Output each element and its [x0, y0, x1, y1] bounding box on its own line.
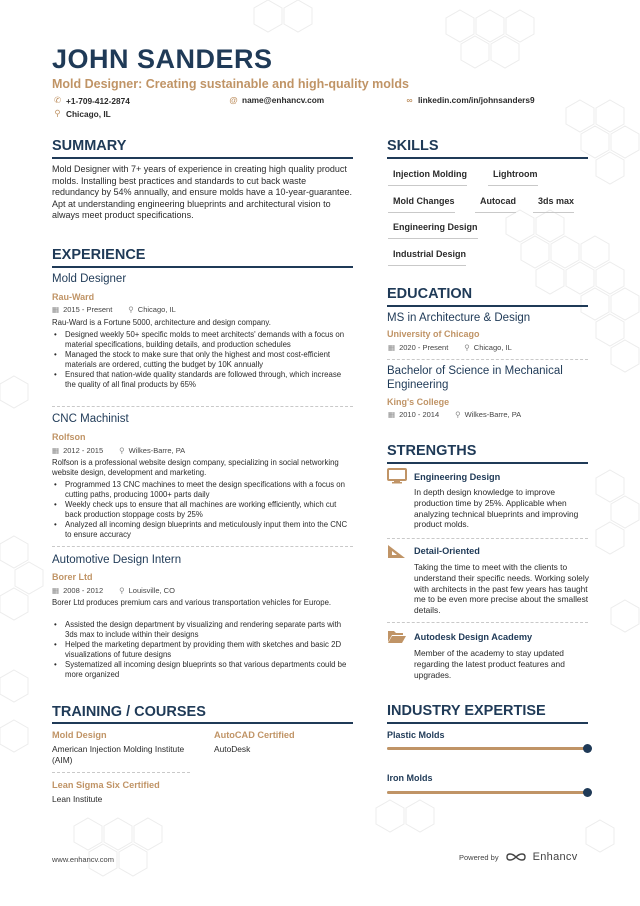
- company-name: Rolfson: [52, 432, 86, 442]
- summary-divider: [52, 157, 353, 159]
- education-divider: [387, 305, 588, 307]
- education-meta: [388, 343, 512, 352]
- expertise-bar-knob: [583, 788, 592, 797]
- training-divider: [52, 722, 353, 724]
- skill-tag: Industrial Design: [388, 248, 466, 266]
- enhancv-logo-icon: [505, 851, 527, 863]
- company-description: Borer Ltd produces premium cars and various transportation vehicles for Europe.: [52, 598, 332, 607]
- list-item: • Assisted the design department by visualizing and rendering separate parts with 3ds max to include within their designs: [52, 620, 353, 640]
- strengths-section-title: STRENGTHS: [387, 443, 477, 459]
- phone-icon: ✆: [53, 95, 62, 105]
- skill-tag: Injection Molding: [388, 168, 467, 186]
- job-dates: 2015 - Present: [63, 305, 113, 314]
- footer-branding: [459, 851, 578, 863]
- location-text: Chicago, IL: [66, 108, 111, 119]
- education-separator: [387, 359, 588, 360]
- industry-section-title: INDUSTRY EXPERTISE: [387, 703, 546, 719]
- strength-title: Detail-Oriented: [414, 546, 480, 556]
- training-description: American Injection Molding Institute (AIM): [52, 744, 185, 765]
- skill-tag: 3ds max: [533, 195, 574, 213]
- strength-separator: [387, 622, 588, 623]
- strength-title: Engineering Design: [414, 472, 501, 482]
- degree-title: Bachelor of Science in Mechanical Engineering: [387, 365, 563, 391]
- location-contact: [53, 108, 111, 119]
- industry-divider: [387, 722, 588, 724]
- strength-description: In depth design knowledge to improve production time by 25%. Applicable when analyzing technical blueprints and improving product molds.: [414, 487, 579, 530]
- list-item: • Ensured that nation-wide quality standards are followed through, which increase the quality of all final products by 65%: [52, 370, 353, 390]
- job-separator: [52, 406, 353, 407]
- list-item: • Analyzed all incoming design blueprints and meticulously input them into the CNC to ensure accuracy: [52, 520, 353, 540]
- phone-contact[interactable]: [53, 95, 130, 106]
- skill-tag: Mold Changes: [388, 195, 455, 213]
- training-title: AutoCAD Certified: [214, 730, 295, 740]
- location-pin-icon: ⚲: [119, 586, 125, 595]
- location-pin-icon: ⚲: [119, 446, 125, 455]
- job-location: Wilkes-Barre, PA: [128, 446, 186, 455]
- candidate-name: JOHN SANDERS: [52, 44, 273, 74]
- linkedin-text: linkedin.com/in/johnsanders9: [418, 95, 535, 105]
- calendar-icon: ▦: [52, 586, 60, 595]
- job-bullets: [52, 330, 353, 390]
- calendar-icon: ▦: [52, 305, 60, 314]
- strength-description: Taking the time to meet with the clients to understand their specific needs. Working solely with architects in the past few years has taught me to be even more precise about the smallest details.: [414, 562, 589, 616]
- expertise-label: Iron Molds: [387, 773, 433, 783]
- training-separator: [52, 772, 190, 773]
- list-item: • Managed the stock to make sure that only the highest and most cost-efficient materials are ordered, cutting the budget by 10K annually: [52, 350, 353, 370]
- training-description: Lean Institute: [52, 794, 103, 804]
- education-meta: [388, 410, 521, 419]
- strength-separator: [387, 538, 588, 539]
- training-description: AutoDesk: [214, 744, 251, 754]
- training-section-title: TRAINING / COURSES: [52, 704, 206, 720]
- degree-title: MS in Architecture & Design: [387, 312, 531, 324]
- list-item: • Programmed 13 CNC machines to meet the design specifications with a focus on cutting paths, producing 1000+ parts daily: [52, 480, 353, 500]
- school-name: University of Chicago: [387, 329, 480, 339]
- list-item: • Helped the marketing department by providing them with sketches and basic 2D visualizations of future designs: [52, 640, 353, 660]
- link-icon: ∞: [406, 95, 413, 105]
- list-item: • Designed weekly 50+ specific molds to meet architects' demands with a focus on material specifications, building details, and production schedules: [52, 330, 353, 350]
- set-square-icon: [387, 543, 407, 559]
- location-pin-icon: ⚲: [54, 108, 61, 118]
- expertise-bar: [387, 791, 588, 794]
- education-location: Chicago, IL: [473, 343, 512, 352]
- job-dates: 2012 - 2015: [63, 446, 104, 455]
- training-title: Lean Sigma Six Certified: [52, 780, 160, 790]
- enhancv-brand-name: Enhancv: [532, 851, 578, 863]
- job-bullets: [52, 620, 353, 680]
- school-name: King's College: [387, 397, 450, 407]
- list-item: • Weekly check ups to ensure that all machines are working efficiently, which cut back production stoppage costs by 25%: [52, 500, 353, 520]
- skill-tag: Engineering Design: [388, 221, 478, 239]
- job-bullets: [52, 480, 353, 540]
- education-location: Wilkes-Barre, PA: [464, 410, 522, 419]
- at-icon: @: [229, 95, 238, 105]
- calendar-icon: ▦: [52, 446, 60, 455]
- skill-tag: Autocad: [475, 195, 516, 213]
- summary-text: Mold Designer with 7+ years of experience in creating high quality product molds. Installing best practices and standards to cut back waste redundancy by 54% annually, and ensure molds have a 10-year-guarantee. Apt at understanding engineering blueprints and architectural vision to always meet product specifications.: [52, 164, 353, 221]
- location-pin-icon: ⚲: [128, 305, 134, 314]
- job-meta: [52, 446, 185, 455]
- education-dates: 2010 - 2014: [399, 410, 440, 419]
- expertise-bar-fill: [387, 747, 588, 750]
- job-meta: [52, 586, 175, 595]
- expertise-label: Plastic Molds: [387, 730, 445, 740]
- job-location: Chicago, IL: [137, 305, 176, 314]
- expertise-bar: [387, 747, 588, 750]
- job-location: Louisville, CO: [128, 586, 175, 595]
- email-text: name@enhancv.com: [242, 95, 325, 105]
- job-title: CNC Machinist: [52, 413, 129, 425]
- strengths-divider: [387, 462, 588, 464]
- folder-open-icon: [387, 628, 407, 644]
- calendar-icon: ▦: [388, 343, 396, 352]
- job-meta: [52, 305, 176, 314]
- skills-divider: [387, 157, 588, 159]
- company-name: Borer Ltd: [52, 572, 93, 582]
- monitor-icon: [387, 468, 407, 484]
- powered-by-text: Powered by: [459, 852, 499, 862]
- location-pin-icon: ⚲: [464, 343, 470, 352]
- company-description: Rolfson is a professional website design company, specializing in social networking website design, development and marketing.: [52, 458, 339, 477]
- footer-website[interactable]: www.enhancv.com: [52, 855, 114, 864]
- experience-section-title: EXPERIENCE: [52, 247, 146, 263]
- job-dates: 2008 - 2012: [63, 586, 104, 595]
- job-title: Automotive Design Intern: [52, 554, 182, 566]
- expertise-bar-knob: [583, 744, 592, 753]
- experience-divider: [52, 266, 353, 268]
- list-item: • Systematized all incoming design blueprints so that various departments could be more organized: [52, 660, 353, 680]
- phone-text: +1-709-412-2874: [66, 95, 130, 106]
- job-separator: [52, 546, 353, 547]
- linkedin-contact[interactable]: [405, 95, 535, 105]
- skills-section-title: SKILLS: [387, 138, 439, 154]
- education-section-title: EDUCATION: [387, 286, 473, 302]
- location-pin-icon: ⚲: [455, 410, 461, 419]
- training-title: Mold Design: [52, 730, 107, 740]
- summary-section-title: SUMMARY: [52, 138, 127, 154]
- calendar-icon: ▦: [388, 410, 396, 419]
- candidate-headline: Mold Designer: Creating sustainable and high-quality molds: [52, 77, 409, 91]
- company-name: Rau-Ward: [52, 292, 95, 302]
- company-description: Rau-Ward is a Fortune 5000, architecture and design company.: [52, 318, 271, 327]
- education-dates: 2020 - Present: [399, 343, 449, 352]
- email-contact[interactable]: [229, 95, 324, 105]
- strength-title: Autodesk Design Academy: [414, 632, 533, 642]
- strength-description: Member of the academy to stay updated regarding the latest product features and upgrades.: [414, 648, 565, 680]
- expertise-bar-fill: [387, 791, 588, 794]
- job-title: Mold Designer: [52, 273, 127, 285]
- skill-tag: Lightroom: [488, 168, 538, 186]
